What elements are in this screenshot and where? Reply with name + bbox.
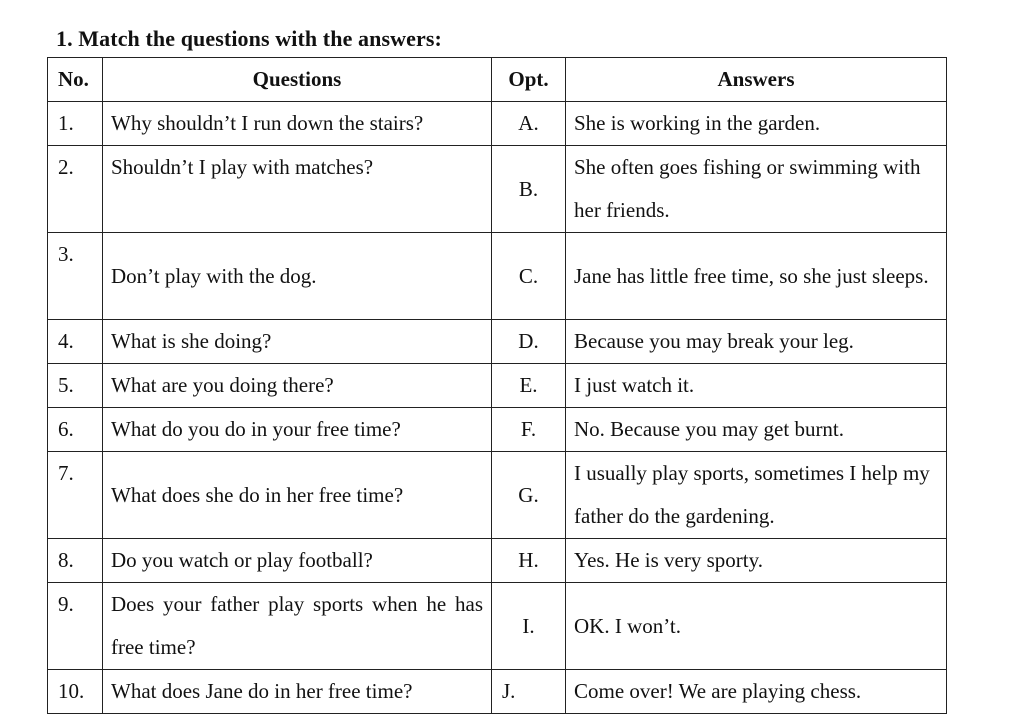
exercise-heading: 1. Match the questions with the answers: — [56, 26, 442, 51]
answer-cell: Because you may break your leg. — [566, 320, 947, 364]
question-cell: Does your father play sports when he has free time? — [103, 583, 492, 670]
row-number: 10. — [48, 670, 103, 714]
answer-cell: No. Because you may get burnt. — [566, 408, 947, 452]
table-row — [48, 539, 947, 583]
answer-cell: I usually play sports, sometimes I help my father do the gardening. — [566, 452, 947, 539]
option-letter: H. — [492, 539, 566, 583]
header-questions: Questions — [103, 58, 492, 102]
answer-cell: Yes. He is very sporty. — [566, 539, 947, 583]
table-row — [48, 146, 947, 233]
row-number: 3. — [48, 233, 103, 320]
option-letter: F. — [492, 408, 566, 452]
header-answers: Answers — [566, 58, 947, 102]
answer-cell: She is working in the garden. — [566, 102, 947, 146]
question-cell: What does Jane do in her free time? — [103, 670, 492, 714]
option-letter: A. — [492, 102, 566, 146]
match-table — [47, 57, 947, 714]
table-row — [48, 320, 947, 364]
question-cell: Shouldn’t I play with matches? — [103, 146, 492, 233]
header-row — [48, 58, 947, 102]
option-letter: E. — [492, 364, 566, 408]
table-row — [48, 408, 947, 452]
answer-cell: I just watch it. — [566, 364, 947, 408]
row-number: 1. — [48, 102, 103, 146]
option-letter: I. — [492, 583, 566, 670]
row-number: 8. — [48, 539, 103, 583]
option-letter: G. — [492, 452, 566, 539]
table-row — [48, 583, 947, 670]
question-cell: Do you watch or play football? — [103, 539, 492, 583]
question-cell: What do you do in your free time? — [103, 408, 492, 452]
option-letter: C. — [492, 233, 566, 320]
row-number: 5. — [48, 364, 103, 408]
option-letter: D. — [492, 320, 566, 364]
table-row — [48, 364, 947, 408]
header-no: No. — [48, 58, 103, 102]
question-cell: Don’t play with the dog. — [103, 233, 492, 320]
answer-cell: She often goes fishing or swimming with her friends. — [566, 146, 947, 233]
row-number: 6. — [48, 408, 103, 452]
row-number: 7. — [48, 452, 103, 539]
row-number: 4. — [48, 320, 103, 364]
table-row — [48, 102, 947, 146]
question-cell: Why shouldn’t I run down the stairs? — [103, 102, 492, 146]
question-cell: What does she do in her free time? — [103, 452, 492, 539]
table-row — [48, 233, 947, 320]
answer-cell: Jane has little free time, so she just sleeps. — [566, 233, 947, 320]
answer-cell: OK. I won’t. — [566, 583, 947, 670]
header-opt: Opt. — [492, 58, 566, 102]
question-cell: What are you doing there? — [103, 364, 492, 408]
option-letter: J. — [492, 670, 566, 714]
question-cell: What is she doing? — [103, 320, 492, 364]
row-number: 9. — [48, 583, 103, 670]
option-letter: B. — [492, 146, 566, 233]
row-number: 2. — [48, 146, 103, 233]
table-row — [48, 670, 947, 714]
table-row — [48, 452, 947, 539]
answer-cell: Come over! We are playing chess. — [566, 670, 947, 714]
